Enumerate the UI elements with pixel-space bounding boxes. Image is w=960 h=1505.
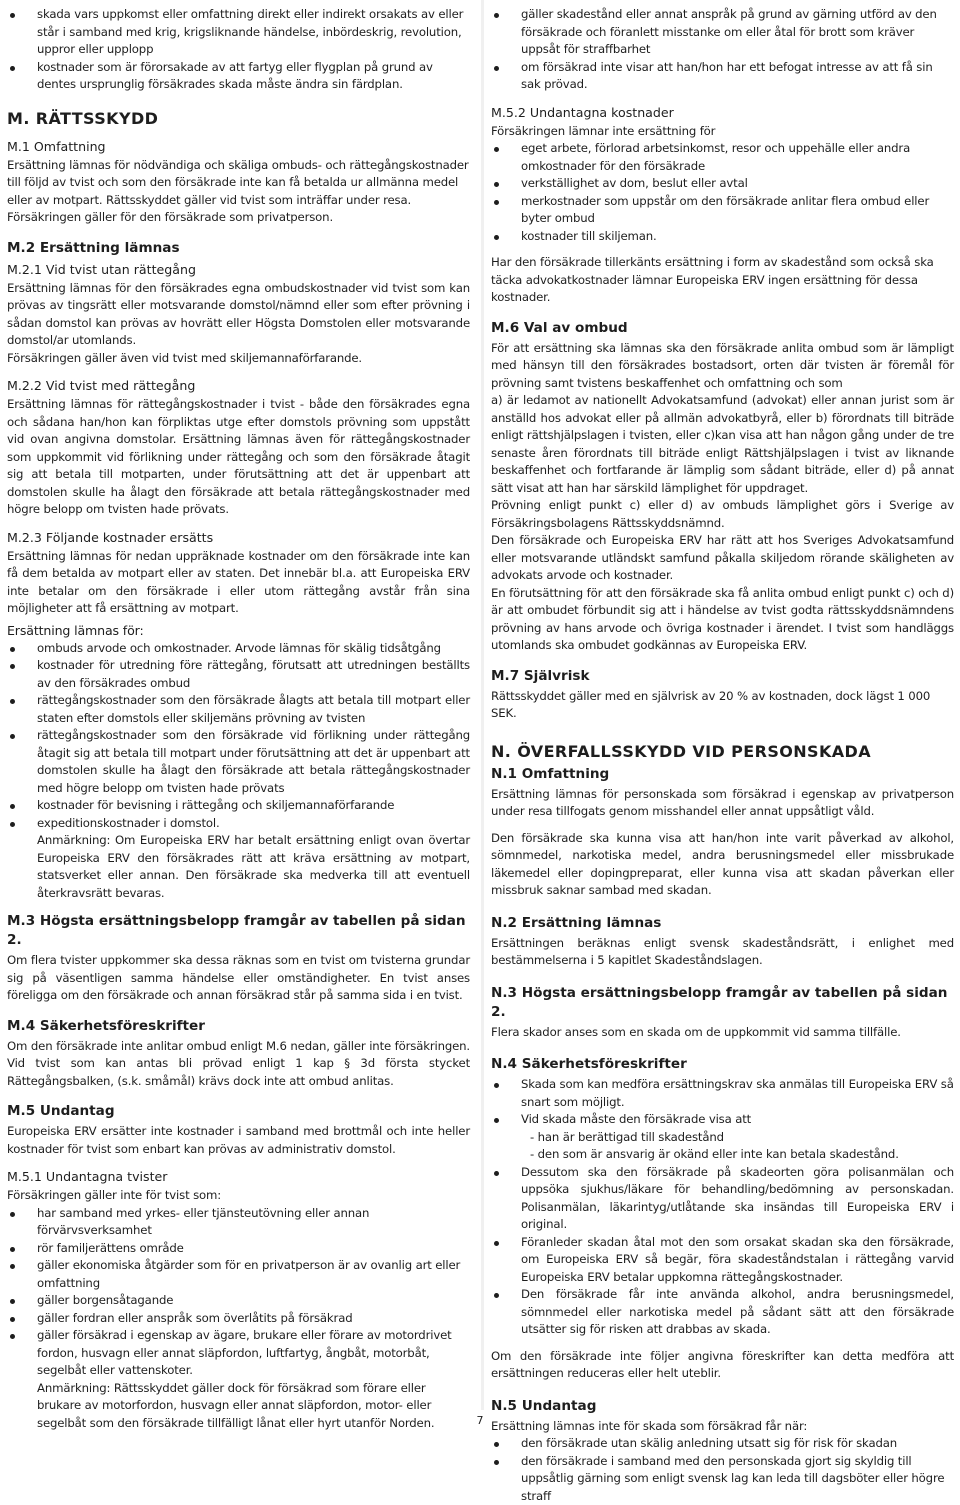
intro-list bbox=[7, 6, 470, 94]
list-item: - den som är ansvarig är okänd eller inte kan betala skadestånd. bbox=[491, 1146, 954, 1164]
heading-m21: M.2.1 Vid tvist utan rättegång bbox=[7, 261, 470, 279]
list-item: rättegångskostnader som den försäkrade vid förlikning under rättegång åtagit sig att betala till motpart under förutsättning att det är uppenbart att domstolen skulle ha ålagt den försäkrade att betala rättegångskostnader med högre belopp om tvisten hade prövats bbox=[7, 727, 470, 797]
heading-n2: N.2 Ersättning lämnas bbox=[491, 914, 954, 933]
heading-m52: M.5.2 Undantagna kostnader bbox=[491, 104, 954, 122]
paragraph: Ersättning lämnas för nödvändiga och skäliga ombuds- och rättegångskostnader till följd av tvist och som den försäkrade inte kan få betalda ur allmänna medel eller av motpart. Rättsskyddet gäller vid tvist som inträffar under resa. Försäkringen gäller för den försäkrade som privatperson. bbox=[7, 157, 470, 227]
paragraph: Den försäkrade ska kunna visa att han/hon inte varit påverkad av alkohol, sömnmedel, narkotiska medel, andra berusningsmedel eller missbrukade läkemedel eller dopingpreparat, eller kunna visa att skadan påverkan eller missbruk saknar sambad med skadan. bbox=[491, 830, 954, 900]
list-item: kostnader som är förorsakade av att fartyg eller flygplan på grund av dentes ursprunglig försäkrades skada måste ändra sin färdplan. bbox=[7, 59, 470, 94]
list-item: gäller försäkrad i egenskap av ägare, brukare eller förare av motordrivet fordon, husvagn eller annat släpfordon, luftfartyg, ångbåt, motorbåt, segelbåt eller vattenskoter. bbox=[7, 1327, 470, 1380]
heading-n3: N.3 Högsta ersättningsbelopp framgår av tabellen på sidan 2. bbox=[491, 984, 954, 1022]
paragraph: Den försäkrade och Europeiska ERV har rätt att hos Sveriges Advokatsamfund eller motsvarande utländskt samfund påkalla skiljedom rörande skäligheten av advokats arvode och kostnader. bbox=[491, 532, 954, 585]
paragraph: Om den försäkrade inte anlitar ombud enligt M.6 nedan, gäller inte försäkringen. Vid tvist som kan antas bli prövad enligt 1 kap § 3d första stycket Rättegångsbalken, (s.k. småmål) krävs dock inte att ombud anlitas. bbox=[7, 1038, 470, 1091]
paragraph: Om flera tvister uppkommer ska dessa räknas som en tvist om tvisterna grundar sig på väsentligen samma händelse eller omständigheter. En tvist anses föreligga om den försäkrade och annan försäkrad står på samma sida i en tvist. bbox=[7, 952, 470, 1005]
list-item: skada vars uppkomst eller omfattning direkt eller indirekt orsakats av eller står i samband med krig, krigsliknande händelse, inbördeskrig, revolution, uppror eller upplopp bbox=[7, 6, 470, 59]
list-lead: Ersättning lämnas för: bbox=[7, 622, 470, 640]
list-item: expeditionskostnader i domstol. bbox=[7, 815, 470, 833]
right-column bbox=[484, 3, 960, 1406]
section-heading-n: N. ÖVERFALLSSKYDD VID PERSONSKADA bbox=[491, 741, 954, 763]
heading-m4: M.4 Säkerhetsföreskrifter bbox=[7, 1017, 470, 1036]
paragraph: Ersättning lämnas för rättegångskostnader i tvist - både den försäkrades egna och sådana han/hon kan förpliktas utge efter domstols prövning som uppstått vid ovan angivna domstolar. Ersättning lämnas även för rättegångskostnader som uppkommit vid förlikning under rättegång och som den försäkrade åtagit sig att betala till motparten, under förutsättning att det är uppenbart att domstolen skulle ha ålagt den försäkrade att betala rättegångskostnader med högre belopp om tvisten hade prövats. bbox=[7, 396, 470, 519]
list-item: Dessutom ska den försäkrade på skadeorten göra polisanmälan och uppsöka sjukhus/läkare för behandling/bedömning av personskadan. Polisanmälan, läkarintyg/utlåtande ska insändas till Europeiska ERV i original. bbox=[491, 1164, 954, 1234]
list-item: Föranleder skadan åtal mot den som orsakat skadan ska den försäkrade, om Europeiska ERV så begär, föra skadeståndstalan i rättegång varvid Europeiska ERV betalar uppkomna rättegångskostnader. bbox=[491, 1234, 954, 1287]
list-lead: Försäkringen lämnar inte ersättning för bbox=[491, 123, 954, 141]
list-item: verkställighet av dom, beslut eller avtal bbox=[491, 175, 954, 193]
list-item: Skada som kan medföra ersättningskrav ska anmälas till Europeiska ERV så snart som möjligt. bbox=[491, 1076, 954, 1111]
top-list bbox=[491, 6, 954, 94]
list-item: - han är berättigad till skadestånd bbox=[491, 1129, 954, 1147]
paragraph: Europeiska ERV ersätter inte kostnader i samband med brottmål och inte heller kostnader för tvist som enbart kan prövas av administrativ domstol. bbox=[7, 1123, 470, 1158]
list-item: den försäkrade i samband med den personskada gjort sig skyldig till uppsåtlig gärning som enligt svensk lag kan leda till dagsböter eller högre straff bbox=[491, 1453, 954, 1505]
heading-m3: M.3 Högsta ersättningsbelopp framgår av tabellen på sidan 2. bbox=[7, 912, 470, 950]
left-column bbox=[0, 3, 481, 1432]
note: Anmärkning: Rättsskyddet gäller dock för försäkrad som förare eller brukare av motorfordon, husvagn eller annat släpfordon, motor- eller segelbåt som den försäkrade tillfälligt lånat eller hyrt utanför Norden. bbox=[7, 1380, 470, 1433]
page-number: 7 bbox=[0, 1414, 960, 1427]
list-item: gäller fordran eller anspråk som överlåtits på försäkrad bbox=[7, 1310, 470, 1328]
list-item: rättegångskostnader som den försäkrade ålagts att betala till motpart eller staten efter domstols eller skiljemäns prövning av tvisten bbox=[7, 692, 470, 727]
list-item: Vid skada måste den försäkrade visa att bbox=[491, 1111, 954, 1129]
paragraph: Flera skador anses som en skada om de uppkommit vid samma tillfälle. bbox=[491, 1024, 954, 1042]
heading-m2: M.2 Ersättning lämnas bbox=[7, 239, 470, 258]
list-lead: Ersättning lämnas inte för skada som försäkrad får när: bbox=[491, 1418, 954, 1436]
heading-n4: N.4 Säkerhetsföreskrifter bbox=[491, 1055, 954, 1074]
paragraph: Har den försäkrade tillerkänts ersättning i form av skadestånd som också ska täcka advokatkostnader lämnar Europeiska ERV ingen ersättning för dessa kostnader. bbox=[491, 254, 954, 307]
list-item: merkostnader som uppstår om den försäkrade anlitar flera ombud eller byter ombud bbox=[491, 193, 954, 228]
paragraph: Ersättning lämnas för den försäkrades egna ombudskostnader vid tvist som kan prövas av tingsrätt eller motsvarande domstol/nämnd eller som efter prövning i sådan domstol kan prövas av hovrätt eller Högsta Domstolen eller motsvarande domstol/ar utomlands. bbox=[7, 280, 470, 350]
paragraph: Rättsskyddet gäller med en självrisk av 20 % av kostnaden, dock lägst 1 000 SEK. bbox=[491, 688, 954, 723]
heading-m22: M.2.2 Vid tvist med rättegång bbox=[7, 377, 470, 395]
paragraph: En förutsättning för att den försäkrade ska få anlita ombud enligt punkt c) och d) är att ombudet förbundit sig att i händelse av tvist godta rättsskyddsnämndens prövning av hans arvode och övriga kostnader i ärendet. I tvist som handläggs utomlands ska ombudet godkännas av Europeiska ERV. bbox=[491, 585, 954, 655]
list-item: kostnader för bevisning i rättegång och skiljemannaförfarande bbox=[7, 797, 470, 815]
heading-m1: M.1 Omfattning bbox=[7, 138, 470, 156]
paragraph: För att ersättning ska lämnas ska den försäkrade anlita ombud som är lämpligt med hänsyn till den försäkrades bostadsort, orten där tvisten är föremål för prövning samt tvistens beskaffenhet och omfattning och som bbox=[491, 340, 954, 393]
n5-list bbox=[491, 1435, 954, 1505]
paragraph: a) är ledamot av nationellt Advokatsamfund (advokat) eller annan jurist som är anställd hos advokat eller på allmän advokatbyrå, eller b) förordnats till biträde enligt rättshjälpslagen i tvisten, eller c)kan visa att han någon gång under de tre senaste åren förordnats till biträde enligt Rättshjälpslagen i tvist av liknande beskaffenhet och fortfarande är lämplig som sådant biträde, eller d) på annat sätt visat att han har särskild lämplighet för uppdraget. bbox=[491, 392, 954, 497]
note: Anmärkning: Om Europeiska ERV har betalt ersättning enligt ovan övertar Europeiska ERV den försäkrades rätt att kräva ersättning av motpart, statsverket eller annan. Den försäkrade ska medverka till att eventuell återkravsrätt bevaras. bbox=[7, 832, 470, 902]
list-item: om försäkrad inte visar att han/hon har ett befogat intresse av att få sin sak prövad. bbox=[491, 59, 954, 94]
list-item: gäller skadestånd eller annat anspråk på grund av gärning utförd av den försäkrade och föranlett misstanke om eller åtal för brott som kräver uppsåt för straffbarhet bbox=[491, 6, 954, 59]
m51-list bbox=[7, 1205, 470, 1380]
list-item: eget arbete, förlorad arbetsinkomst, resor och uppehälle eller andra omkostnader för den försäkrade bbox=[491, 140, 954, 175]
heading-m5: M.5 Undantag bbox=[7, 1102, 470, 1121]
list-item: rör familjerättens område bbox=[7, 1240, 470, 1258]
paragraph: Ersättning lämnas för nedan uppräknade kostnader om den försäkrade inte kan få dem betalda av motpart eller av staten. Det innebär bl.a. att Europeiska ERV inte betalar om den försäkrade i eller utom rättegång avstår från sina möjligheter att få ersättning av motpart. bbox=[7, 548, 470, 618]
list-item: gäller ekonomiska åtgärder som för en privatperson är av ovanlig art eller omfattning bbox=[7, 1257, 470, 1292]
list-item: har samband med yrkes- eller tjänsteutövning eller annan förvärvsverksamhet bbox=[7, 1205, 470, 1240]
list-item: kostnader för utredning före rättegång, förutsatt att utredningen beställts av den försäkrades ombud bbox=[7, 657, 470, 692]
m52-list bbox=[491, 140, 954, 245]
heading-m23: M.2.3 Följande kostnader ersätts bbox=[7, 529, 470, 547]
heading-m7: M.7 Självrisk bbox=[491, 667, 954, 686]
list-item: den försäkrade utan skälig anledning utsatt sig för risk för skadan bbox=[491, 1435, 954, 1453]
list-item: gäller borgensåtagande bbox=[7, 1292, 470, 1310]
heading-n5: N.5 Undantag bbox=[491, 1397, 954, 1416]
heading-m51: M.5.1 Undantagna tvister bbox=[7, 1168, 470, 1186]
m23-list bbox=[7, 640, 470, 833]
paragraph: Ersättning lämnas för personskada som försäkrad i egenskap av privatperson under resa tillfogats genom misshandel eller annat uppsåtligt våld. bbox=[491, 786, 954, 821]
paragraph: Ersättningen beräknas enligt svensk skadeståndsrätt, i enlighet med bestämmelserna i 5 kapitlet Skadeståndslagen. bbox=[491, 935, 954, 970]
paragraph: Försäkringen gäller även vid tvist med skiljemannaförfarande. bbox=[7, 350, 470, 368]
list-item: kostnader till skiljeman. bbox=[491, 228, 954, 246]
section-heading-m: M. RÄTTSSKYDD bbox=[7, 108, 470, 130]
list-lead: Försäkringen gäller inte för tvist som: bbox=[7, 1187, 470, 1205]
paragraph: Prövning enligt punkt c) eller d) av ombuds lämplighet görs i Sverige av Försäkringsbolagens Rättsskyddsnämnd. bbox=[491, 497, 954, 532]
heading-n1: N.1 Omfattning bbox=[491, 765, 954, 784]
list-item: ombuds arvode och omkostnader. Arvode lämnas för skälig tidsåtgång bbox=[7, 640, 470, 658]
heading-m6: M.6 Val av ombud bbox=[491, 319, 954, 338]
list-item: Den försäkrade får inte använda alkohol, andra berusningsmedel, sömnmedel eller narkotiska medel på sådant sätt att den försäkrade utsätter sig för risken att drabbas av skada. bbox=[491, 1286, 954, 1339]
n4-list bbox=[491, 1076, 954, 1339]
paragraph: Om den försäkrade inte följer angivna föreskrifter kan detta medföra att ersättningen reduceras eller helt uteblir. bbox=[491, 1348, 954, 1383]
